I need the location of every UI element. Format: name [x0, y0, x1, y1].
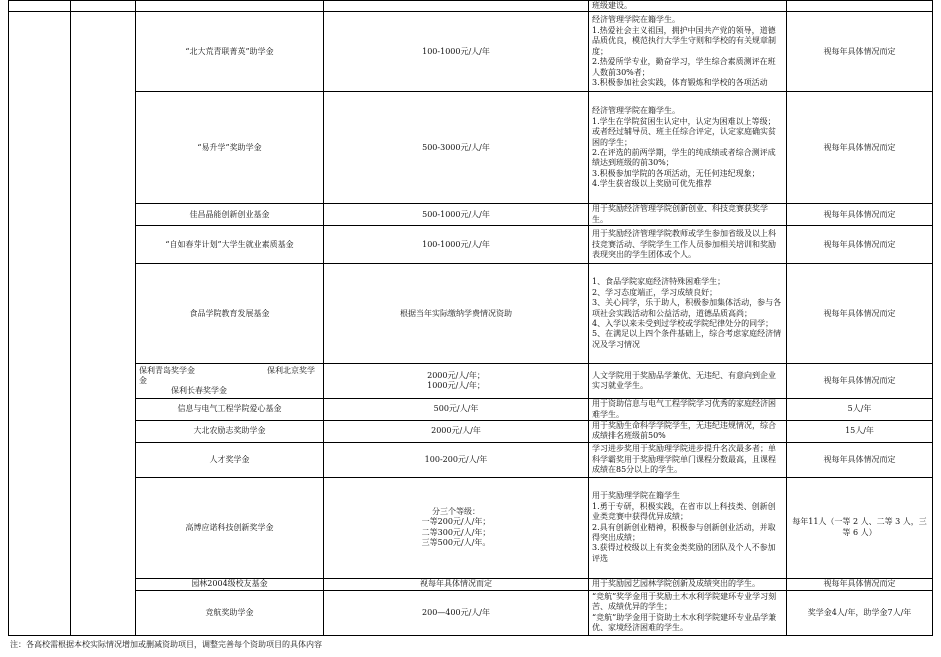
scholarship-quota: 15人/年 — [787, 421, 933, 443]
table-row — [9, 442, 933, 477]
scholarship-amount: 500-1000元/人/年 — [324, 204, 589, 226]
table-row — [9, 477, 933, 578]
scholarship-quota: 视每年具体情况而定 — [787, 226, 933, 264]
condition-cell: 班级建设。 — [589, 1, 787, 12]
scholarship-condition: 经济管理学院在籍学生。 1.热爱社会主义祖国，拥护中国共产党的领导，道德品质优良，模范执行大学生守则和学校的有关规章制度； 2.热爱所学专业，勤奋学习，学生综合素质测评在班人数前30%者； 3.积极参加社会实践，体育锻炼和学校的各项活动 — [589, 12, 787, 92]
table-row — [9, 590, 933, 635]
footnote: 注：各高校需根据本校实际情况增加或删减资助项目，调整完善每个资助项目的具体内容 — [10, 640, 322, 649]
scholarship-name: 食品学院教育发展基金 — [136, 264, 324, 364]
scholarship-name: 人才奖学金 — [136, 442, 324, 477]
scholarship-quota: 奖学金4人/年，助学金7人/年 — [787, 590, 933, 635]
scholarship-condition: 1、食品学院家庭经济特殊困难学生； 2、学习态度端正，学习成绩良好； 3、关心同学，乐于助人，积极参加集体活动，参与各项社会实践活动和公益活动，道德品质高尚； 4、入学以来未受到过学校或学院纪律处分的同学； 5、在满足以上四个条件基础上，综合考虑家庭经济情况及学习情况 — [589, 264, 787, 364]
scholarship-name: 园林2004级校友基金 — [136, 578, 324, 590]
scholarship-name: “北大荒青联菁英”助学金 — [136, 12, 324, 92]
scholarship-condition: “竞航”奖学金用于奖励土木水利学院建环专业学习刻苦、成绩优异的学生； “竞航”助学金用于资助土木水利学院建环专业品学兼优、家境经济困难的学生。 — [589, 590, 787, 635]
scholarship-quota: 每年11人（一等 2 人、二等 3 人，三等 6 人） — [787, 477, 933, 578]
table-row — [9, 264, 933, 364]
scholarship-quota: 视每年具体情况而定 — [787, 364, 933, 399]
scholarship-amount: 500元/人/年 — [324, 399, 589, 421]
scholarship-amount: 2000元/人/年 — [324, 421, 589, 443]
scholarship-quota: 视每年具体情况而定 — [787, 442, 933, 477]
table-row — [9, 12, 933, 92]
scholarship-quota: 视每年具体情况而定 — [787, 264, 933, 364]
scholarship-quota: 视每年具体情况而定 — [787, 204, 933, 226]
scholarship-name: 佳昌晶能创新创业基金 — [136, 204, 324, 226]
scholarship-condition: 经济管理学院在籍学生。 1.学生在学院贫困生认定中，认定为困难以上等级；或者经过辅导员、班主任综合评定，认定家庭确实贫困的学生； 2.在评选的前两学期，学生的纯成绩或者综合测评成绩达到班级的前30%； 3.积极参加学院的各项活动，无任何违纪现象； 4.学生获省级以上奖励可优先推荐 — [589, 92, 787, 204]
scholarship-amount: 视每年具体情况而定 — [324, 578, 589, 590]
scholarship-condition: 用于资助信息与电气工程学院学习优秀的家庭经济困难学生。 — [589, 399, 787, 421]
blank-column-cell — [71, 12, 136, 635]
scholarship-amount: 100-200元/人/年 — [324, 442, 589, 477]
scholarship-condition: 学习进步奖用于奖励理学院进步提升名次最多者；单科学霸奖用于奖励理学院单门课程分数最高，且课程成绩在85分以上的学生。 — [589, 442, 787, 477]
table-row-top-fragment — [9, 1, 933, 12]
blank-column-cell — [9, 12, 71, 635]
table-row — [9, 204, 933, 226]
scholarship-quota: 5人/年 — [787, 399, 933, 421]
table-row — [9, 578, 933, 590]
table-row — [9, 421, 933, 443]
table-row — [9, 92, 933, 204]
table-row — [9, 364, 933, 399]
scholarship-condition: 用于奖励生命科学学院学生，无违纪违规情况，综合成绩排名班级前50% — [589, 421, 787, 443]
scholarship-table — [8, 0, 933, 636]
scholarship-name: 信息与电气工程学院爱心基金 — [136, 399, 324, 421]
scholarship-amount: 2000元/人/年； 1000元/人/年； — [324, 364, 589, 399]
scholarship-quota: 视每年具体情况而定 — [787, 12, 933, 92]
scholarship-amount: 100-1000元/人/年 — [324, 226, 589, 264]
scholarship-name: 大北农励志奖助学金 — [136, 421, 324, 443]
scholarship-amount: 200—400元/人/年 — [324, 590, 589, 635]
scholarship-condition: 用于奖励经济管理学院创新创业、科技竞赛获奖学生。 — [589, 204, 787, 226]
scholarship-amount: 根据当年实际缴纳学费情况资助 — [324, 264, 589, 364]
scholarship-condition: 用于奖励园艺园林学院创新及成绩突出的学生。 — [589, 578, 787, 590]
scholarship-quota: 视每年具体情况而定 — [787, 578, 933, 590]
scholarship-name: 保利青岛奖学金 保利北京奖学金 保利长春奖学金 — [136, 364, 324, 399]
scholarship-condition: 用于奖励理学院在籍学生 1.勇于专研，积极实践，在省市以上科技类、创新创业类竞赛中获得优异成绩； 2.具有创新创业精神，积极参与创新创业活动，并取得突出成绩； 3.获得过校级以上有奖金类奖励的团队及个人不参加评选 — [589, 477, 787, 578]
scholarship-condition: 用于奖励经济管理学院教师或学生参加省级及以上科技竞赛活动、学院学生工作人员参加相关培训和奖励表现突出的学生团体或个人。 — [589, 226, 787, 264]
scholarship-amount: 100-1000元/人/年 — [324, 12, 589, 92]
table-row — [9, 399, 933, 421]
scholarship-name: 高博应诺科技创新奖学金 — [136, 477, 324, 578]
scholarship-name: 竞航奖助学金 — [136, 590, 324, 635]
scholarship-amount: 分三个等级： 一等200元/人/年； 二等300元/人/年； 三等500元/人/年。 — [324, 477, 589, 578]
scholarship-quota: 视每年具体情况而定 — [787, 92, 933, 204]
scholarship-amount: 500-3000元/人/年 — [324, 92, 589, 204]
scholarship-condition: 人文学院用于奖励品学兼优、无违纪、有意向到企业实习就业学生。 — [589, 364, 787, 399]
scholarship-name: “自如春芽计划”大学生就业素质基金 — [136, 226, 324, 264]
scholarship-name: “易升学”奖助学金 — [136, 92, 324, 204]
table-row — [9, 226, 933, 264]
